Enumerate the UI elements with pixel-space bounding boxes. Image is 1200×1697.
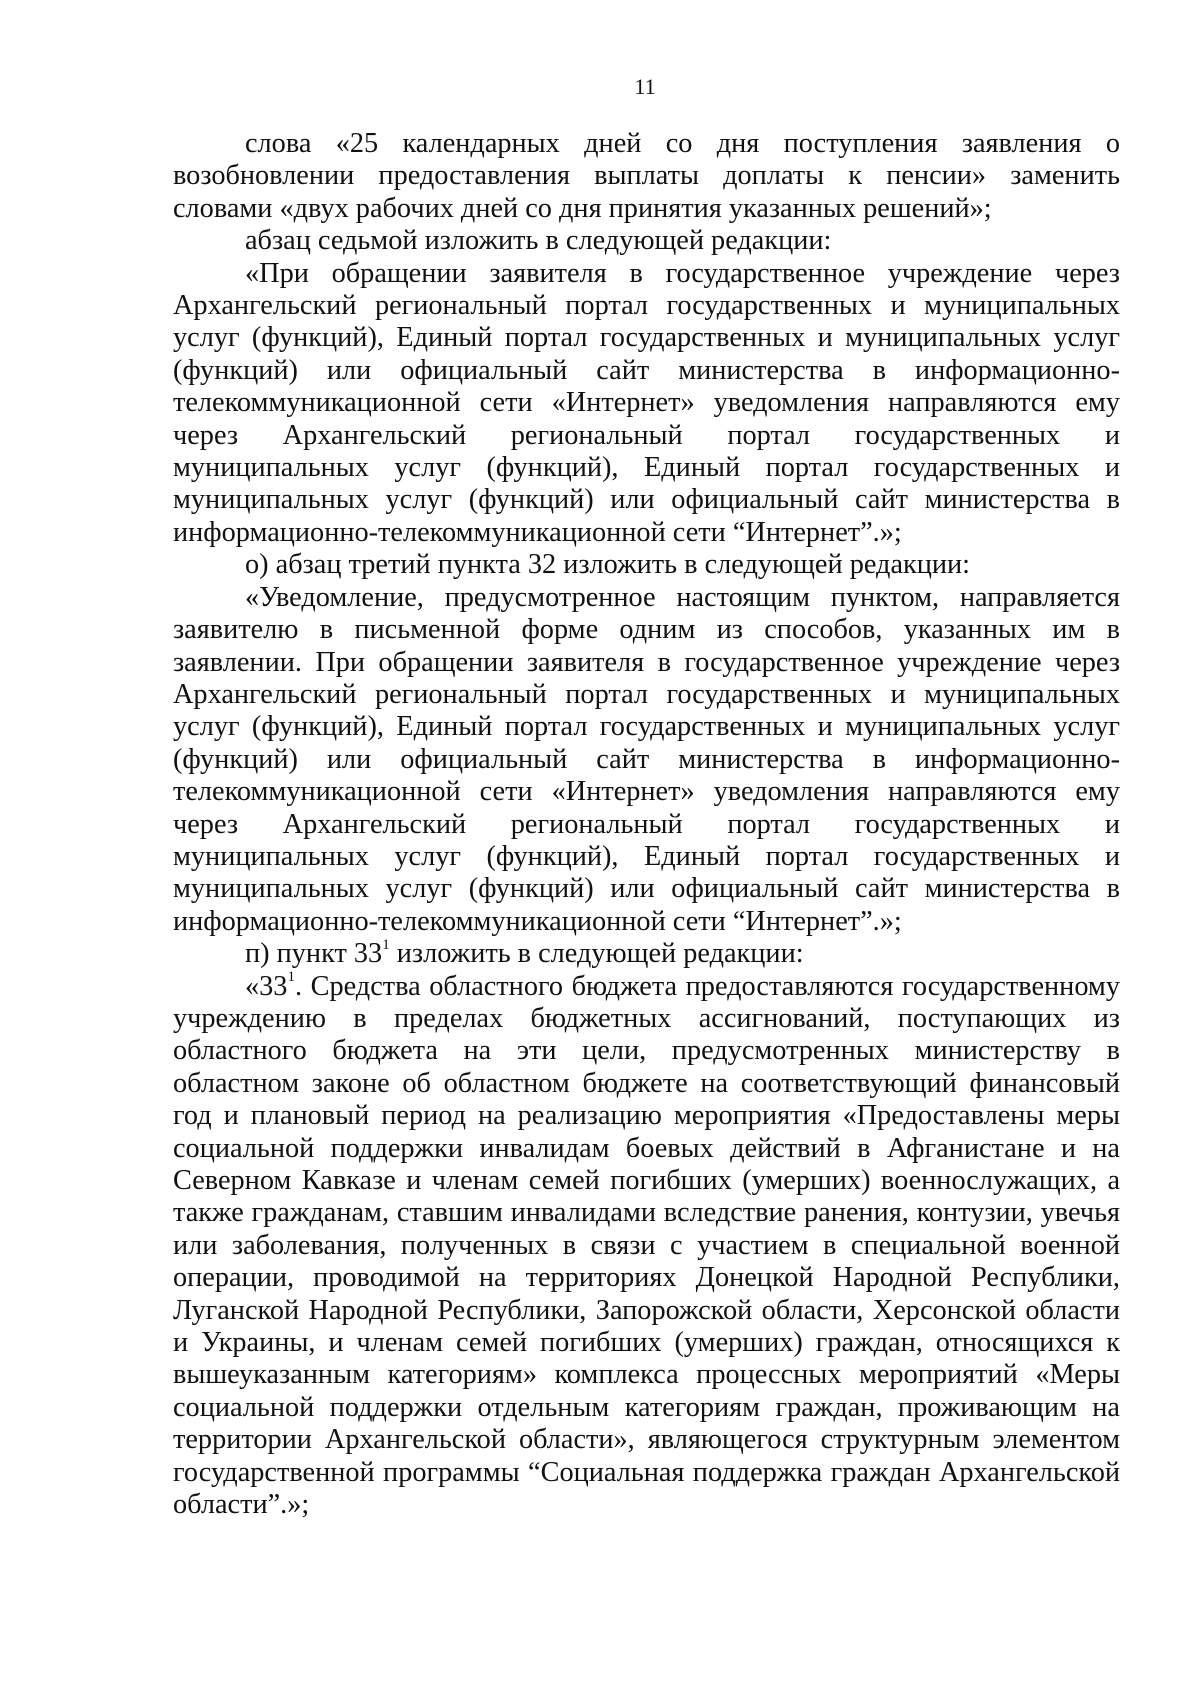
paragraph-item-o-text: «Уведомление, предусмотренное настоящим пунктом, направляется заявителю в письменной форме одним из способов, указанных им в заявлении. При обращении заявителя в государственное учреждение через Архангельский региональный портал государственных и муниципальных услуг (функций), Единый портал государственных и муниципальных услуг (функций) или официальный сайт министерства в информационно-телекоммуникационной сети «Интернет» уведомления направляются ему через Архангельский региональный портал государственных и муниципальных услуг (функций), Единый портал государственных и муниципальных услуг (функций) или официальный сайт министерства в информационно-телекоммуникационной сети “Интернет”.»; [173, 581, 1120, 937]
paragraph-seventh-abzac-intro: абзац седьмой изложить в следующей редакции: [245, 225, 832, 257]
paragraph-amendment-words: слова «25 календарных дней со дня поступления заявления о возобновлении предоставления выплаты доплаты к пенсии» заменить словами «двух рабочих дней со дня принятия указанных решений»; [173, 128, 1120, 224]
item-p-superscript: 1 [382, 936, 390, 953]
paragraph-item-o-intro: о) абзац третий пункта 32 изложить в следующей редакции: [245, 549, 971, 581]
paragraph-seventh-abzac-text: «При обращении заявителя в государственное учреждение через Архангельский региональный портал государственных и муниципальных услуг (функций), Единый портал государственных и муниципальных услуг (функций) или официальный сайт министерства в информационно-телекоммуникационной сети «Интернет» уведомления направляются ему через Архангельский региональный портал государственных и муниципальных услуг (функций), Единый портал государственных и муниципальных услуг (функций) или официальный сайт министерства в информационно-телекоммуникационной сети “Интернет”.»; [173, 257, 1120, 548]
point-33-text-before: «33 [245, 970, 288, 1002]
paragraph-item-p-text [173, 971, 1120, 1522]
item-p-text-after: изложить в следующей редакции: [389, 938, 804, 970]
item-p-text-before: п) пункт 33 [245, 938, 383, 970]
point-33-superscript: 1 [287, 969, 295, 986]
page-number: 11 [634, 74, 656, 99]
point-33-text-after: . Средства областного бюджета предоставляются государственному учреждению в пределах бюджетных ассигнований, поступающих из областного бюджета на эти цели, предусмотренных министерству в областном законе об областном бюджете на соответствующий финансовый год и плановый период на реализацию мероприятия «Предоставлены меры социальной поддержки инвалидам боевых действий в Афганистане и на Северном Кавказе и членам семей погибших (умерших) военнослужащих, а также гражданам, ставшим инвалидами вследствие ранения, контузии, увечья или заболевания, полученных в связи с участием в специальной военной операции, проводимой на территориях Донецкой Народной Республики, Луганской Народной Республики, Запорожской области, Херсонской области и Украины, и членам семей погибших (умерших) граждан, относящихся к вышеуказанным категориям» комплекса процессных мероприятий «Меры социальной поддержки отдельным категориям граждан, проживающим на территории Архангельской области», являющегося структурным элементом государственной программы “Социальная поддержка граждан Архангельской области”.»; [173, 970, 1120, 1521]
document-body [173, 128, 1120, 1521]
paragraph-item-p-intro [173, 938, 1120, 970]
